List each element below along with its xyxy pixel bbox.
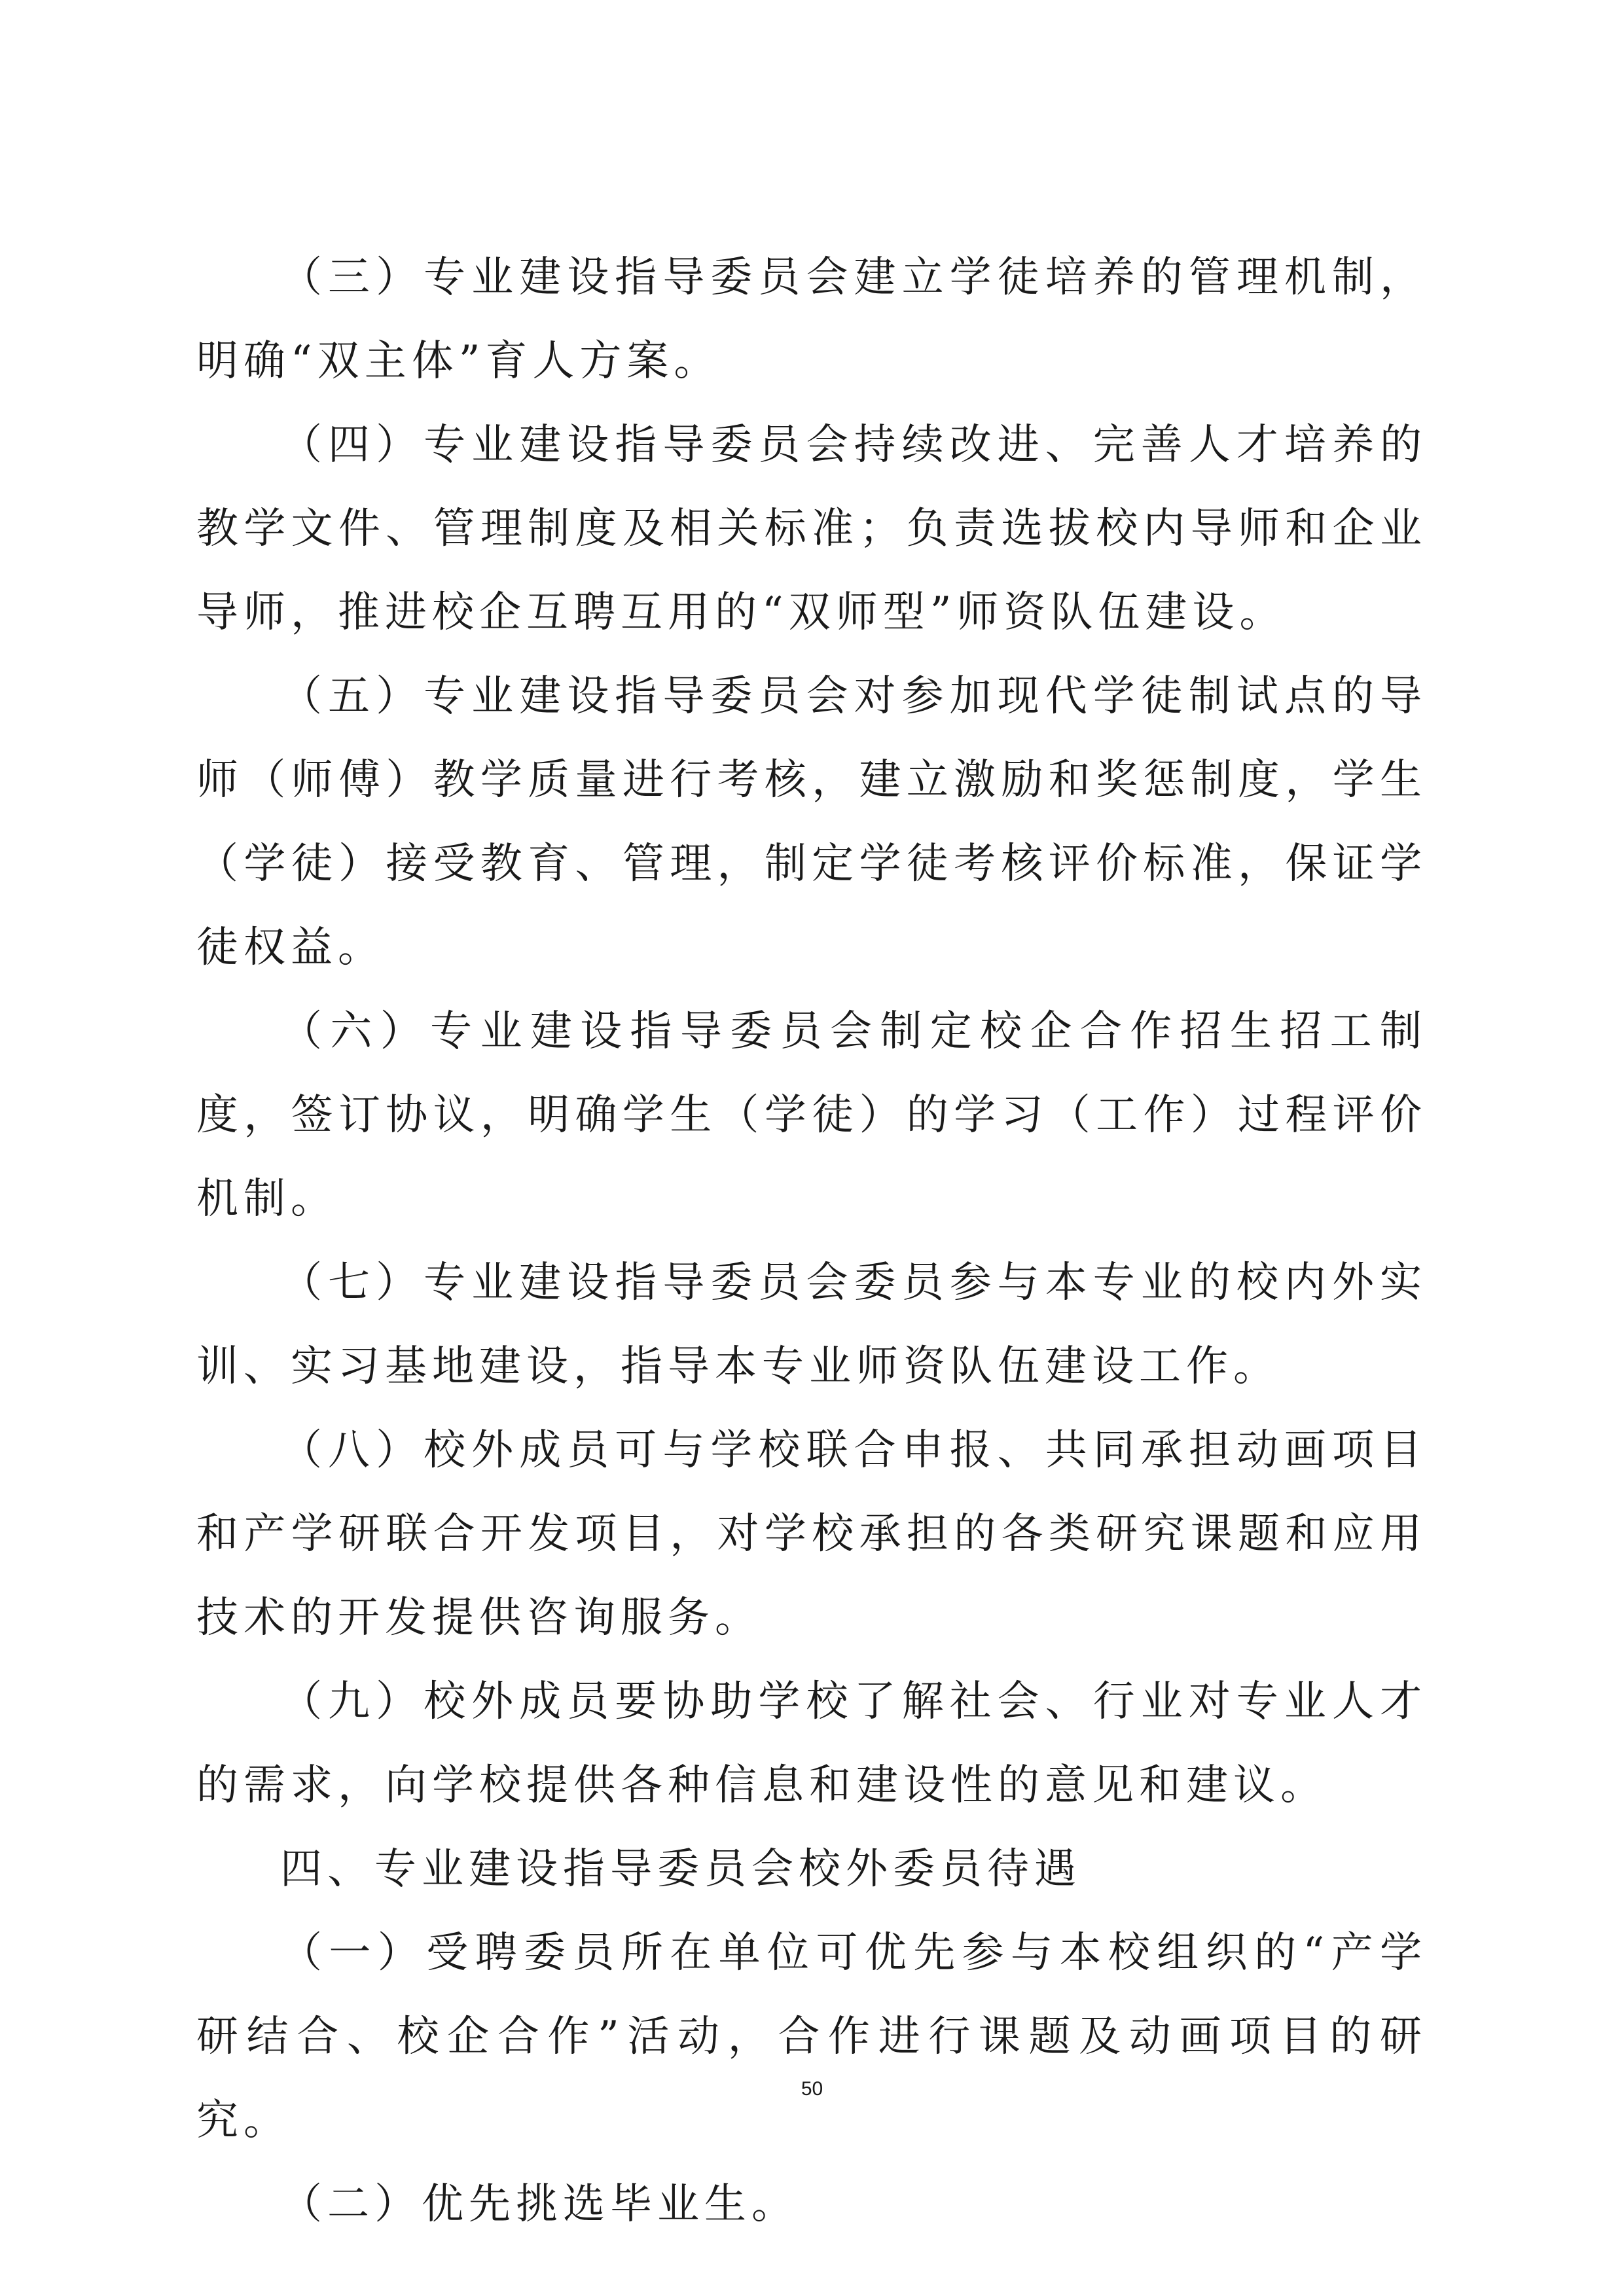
- paragraph-4: （四）专业建设指导委员会持续改进、完善人才培养的教学文件、管理制度及相关标准；负责选拔校内导师和企业导师，推进校企互聘互用的“双师型”师资队伍建设。: [196, 421, 1427, 637]
- paragraph-benefit-2: （二）优先挑选毕业生。: [280, 2180, 799, 2229]
- paragraph-8: （八）校外成员可与学校联合申报、共同承担动画项目和产学研联合开发项目，对学校承担的各类研究课题和应用技术的开发提供咨询服务。: [196, 1426, 1427, 1642]
- paragraph-7: （七）专业建设指导委员会委员参与本专业的校内外实训、实习基地建设，指导本专业师资队伍建设工作。: [196, 1259, 1427, 1391]
- paragraph-3: （三）专业建设指导委员会建立学徒培养的管理机制，明确“双主体”育人方案。: [196, 253, 1427, 386]
- paragraph-9: （九）校外成员要协助学校了解社会、行业对专业人才的需求，向学校提供各种信息和建设性的意见和建议。: [196, 1677, 1427, 1810]
- paragraph-benefit-1: （一）受聘委员所在单位可优先参与本校组织的“产学研结合、校企合作”活动，合作进行课题及动画项目的研究。: [196, 1929, 1427, 2145]
- paragraph-6: （六）专业建设指导委员会制定校企合作招生招工制度，签订协议，明确学生（学徒）的学习（工作）过程评价机制。: [196, 1007, 1427, 1223]
- document-body: [196, 236, 1427, 2246]
- section-heading: 四、专业建设指导委员会校外委员待遇: [280, 1845, 1081, 1893]
- paragraph-5: （五）专业建设指导委员会对参加现代学徒制试点的导师（师傅）教学质量进行考核，建立激励和奖惩制度，学生（学徒）接受教育、管理，制定学徒考核评价标准，保证学徒权益。: [196, 672, 1427, 972]
- page-number: 50: [801, 2078, 823, 2100]
